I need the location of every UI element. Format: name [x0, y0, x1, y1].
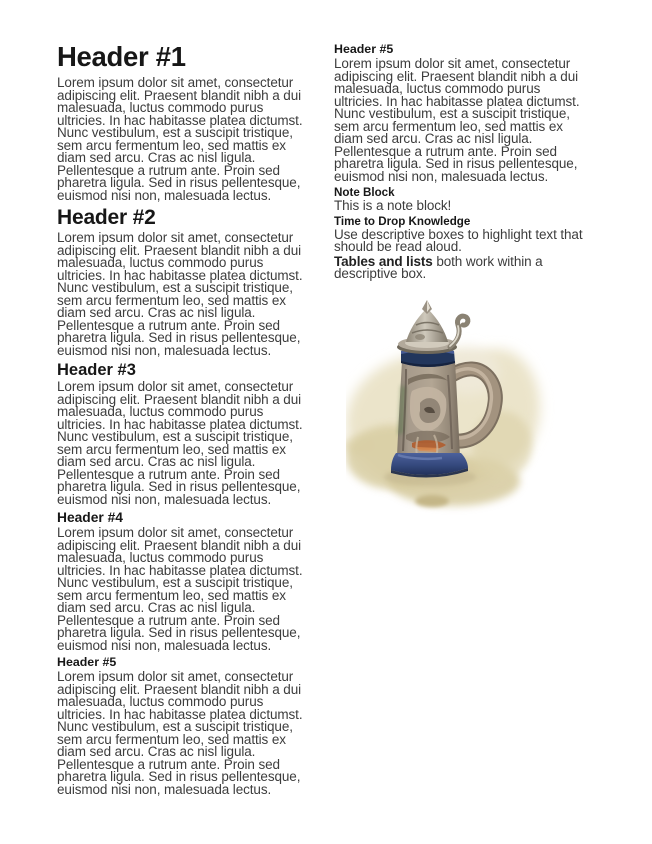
- section-paragraph: Lorem ipsum dolor sit amet, consectetur adipiscing elit. Praesent blandit nibh a dui malesuada, luctus commodo purus ultricies. In hac habitasse platea dictumst. Nunc vestibulum, est a suscipit tristique, sem arcu fermentum leo, sed mattis ex diam sed arcu. Cras ac nisl ligula. Pellentesque a rutrum ante. Proin sed pharetra ligula. Sed in risus pellentesque, euismod nisi non, malesuada lectus.: [57, 669, 303, 797]
- note-block-heading: Note Block: [334, 186, 395, 199]
- tables-note-rest: both work within a descriptive box.: [334, 253, 543, 281]
- beer-stein-illustration: [346, 295, 608, 521]
- stein-lid: [397, 300, 468, 354]
- section-heading-5: Header #5: [57, 655, 117, 669]
- stein-body: [397, 361, 460, 457]
- tables-note-text: [334, 253, 592, 281]
- section-heading-1: Header #1: [57, 41, 186, 72]
- section-paragraph: Lorem ipsum dolor sit amet, consectetur adipiscing elit. Praesent blandit nibh a dui malesuada, luctus commodo purus ultricies. In hac habitasse platea dictumst. Nunc vestibulum, est a suscipit tristique, sem arcu fermentum leo, sed mattis ex diam sed arcu. Cras ac nisl ligula. Pellentesque a rutrum ante. Proin sed pharetra ligula. Sed in risus pellentesque, euismod nisi non, malesuada lectus.: [334, 56, 580, 184]
- section-paragraph: Lorem ipsum dolor sit amet, consectetur adipiscing elit. Praesent blandit nibh a dui malesuada, luctus commodo purus ultricies. In hac habitasse platea dictumst. Nunc vestibulum, est a suscipit tristique, sem arcu fermentum leo, sed mattis ex diam sed arcu. Cras ac nisl ligula. Pellentesque a rutrum ante. Proin sed pharetra ligula. Sed in risus pellentesque, euismod nisi non, malesuada lectus.: [57, 525, 303, 653]
- section-heading-3: Header #3: [57, 361, 136, 379]
- section-paragraph: Lorem ipsum dolor sit amet, consectetur adipiscing elit. Praesent blandit nibh a dui malesuada, luctus commodo purus ultricies. In hac habitasse platea dictumst. Nunc vestibulum, est a suscipit tristique, sem arcu fermentum leo, sed mattis ex diam sed arcu. Cras ac nisl ligula. Pellentesque a rutrum ante. Proin sed pharetra ligula. Sed in risus pellentesque, euismod nisi non, malesuada lectus.: [57, 75, 303, 203]
- knowledge-text: Use descriptive boxes to highlight text that should be read aloud.: [334, 226, 583, 254]
- knowledge-heading: Time to Drop Knowledge: [334, 214, 471, 228]
- stein-base: [391, 453, 468, 478]
- tables-note-bold: Tables and lists: [334, 253, 433, 269]
- section-heading-5-right: Header #5: [334, 42, 394, 56]
- left-column: [57, 0, 309, 800]
- section-heading-4: Header #4: [57, 510, 123, 525]
- note-block-text: This is a note block!: [334, 198, 452, 213]
- section-paragraph: Lorem ipsum dolor sit amet, consectetur adipiscing elit. Praesent blandit nibh a dui malesuada, luctus commodo purus ultricies. In hac habitasse platea dictumst. Nunc vestibulum, est a suscipit tristique, sem arcu fermentum leo, sed mattis ex diam sed arcu. Cras ac nisl ligula. Pellentesque a rutrum ante. Proin sed pharetra ligula. Sed in risus pellentesque, euismod nisi non, malesuada lectus.: [57, 230, 303, 358]
- beer-stein-svg: [346, 295, 608, 521]
- right-column: [334, 0, 592, 521]
- section-paragraph: Lorem ipsum dolor sit amet, consectetur adipiscing elit. Praesent blandit nibh a dui malesuada, luctus commodo purus ultricies. In hac habitasse platea dictumst. Nunc vestibulum, est a suscipit tristique, sem arcu fermentum leo, sed mattis ex diam sed arcu. Cras ac nisl ligula. Pellentesque a rutrum ante. Proin sed pharetra ligula. Sed in risus pellentesque, euismod nisi non, malesuada lectus.: [57, 379, 303, 507]
- section-heading-2: Header #2: [57, 206, 156, 229]
